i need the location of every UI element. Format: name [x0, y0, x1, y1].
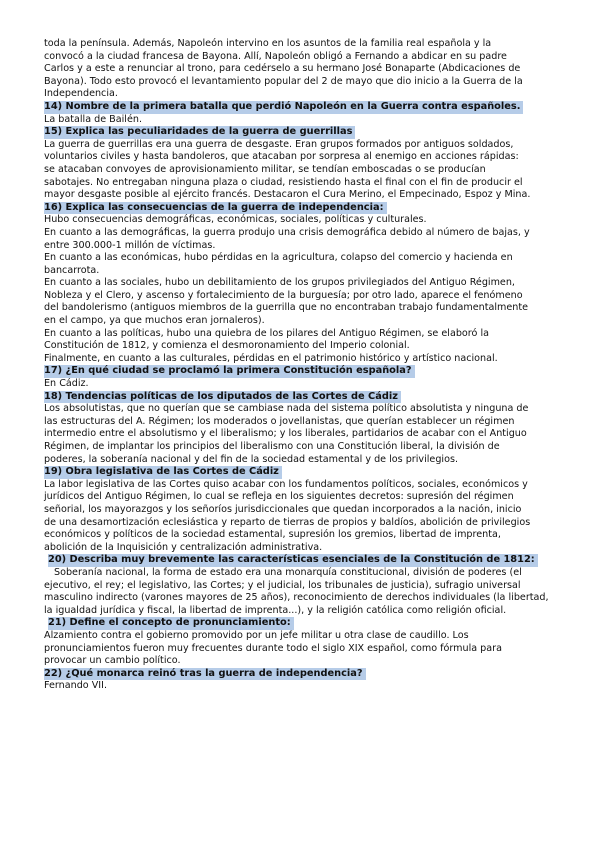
text-line: toda la península. Además, Napoleón intervino en los asuntos de la familia real española y la: [44, 38, 492, 49]
question-heading: 19) Obra legislativa de las Cortes de Cádiz: [44, 466, 282, 479]
answer-line: de una desamortización eclesiástica y reparto de tierras de propios y baldíos, abolición de privilegios: [44, 516, 531, 528]
section-q16: [44, 202, 564, 366]
answer-line: En cuanto a las políticas, hubo una quiebra de los pilares del Antiguo Régimen, se elaboró la: [44, 327, 489, 339]
section-q18: [44, 391, 564, 467]
answer-line: Hubo consecuencias demográficas, económicas, sociales, políticas y culturales.: [44, 214, 427, 226]
answer-line: sabotajes. No entregaban ninguna plaza o ciudad, resistiendo hasta el final con el fin de producir el: [44, 176, 523, 188]
answer-line: La guerra de guerrillas era una guerra de desgaste. Eran grupos formados por antiguos soldados,: [44, 138, 514, 150]
answer-line: en el campo, ya que muchos eran jornaleros).: [44, 315, 265, 327]
answer-line: Régimen, de implantar los principios del liberalismo con una Constitución liberal, la división de: [44, 441, 500, 452]
answer-line: Finalmente, en cuanto a las culturales, pérdidas en el patrimonio histórico y artístico nacional.: [44, 352, 498, 364]
question-heading: 22) ¿Qué monarca reinó tras la guerra de independencia?: [44, 668, 366, 681]
answer-line: ejecutivo, el rey; el legislativo, las Cortes; y el judicial, los tribunales de justicia), sufragio universal: [44, 579, 521, 591]
answer-line: pronunciamientos fueron muy frecuentes durante todo el siglo XIX español, como fórmula para: [44, 642, 502, 654]
answer-line: Fernando VII.: [44, 680, 107, 692]
section-q17: [44, 365, 564, 390]
section-q20: [44, 554, 564, 617]
section-q14: [44, 101, 564, 126]
question-heading: 16) Explica las consecuencias de la guerra de independencia:: [44, 202, 387, 215]
text-line: Carlos y a este a renunciar al trono, para cedérselo a su hermano José Bonaparte (Abdicaciones de: [44, 63, 521, 75]
answer-line: Nobleza y el Clero, y ascenso y fortalecimiento de la burguesía; por otro lado, aparece el fenómeno: [44, 289, 523, 301]
answer-line: del bandolerismo (antiguos miembros de la guerrilla que no encontraban trabajo fundamentalmente: [44, 302, 529, 314]
answer-line: la igualdad jurídica y fiscal, la libertad de imprenta...), y la religión católica como religión oficial.: [44, 604, 507, 616]
answer-line: En Cádiz.: [44, 378, 89, 390]
section-q15: [44, 126, 564, 202]
answer-line: intermedio entre el absolutismo y el liberalismo; y los liberales, partidarios de acabar con el Antiguo: [44, 428, 527, 440]
answer-line: mayor desgaste posible al ejército francés. Destacaron el Cura Merino, el Empecinado, Espoz y Mina.: [44, 189, 531, 201]
question-heading: 18) Tendencias políticas de los diputados de las Cortes de Cádiz: [44, 391, 401, 404]
answer-line: provocar un cambio político.: [44, 655, 181, 667]
answer-line: voluntarios civiles y hasta bandoleros, que atacaban por sorpresa al enemigo en acciones rápidas:: [44, 151, 519, 163]
answer-line: Soberanía nacional, la forma de estado era una monarquía constitucional, división de poderes (el: [54, 566, 522, 578]
answer-line: Los absolutistas, que no querían que se cambiase nada del sistema político absolutista y ninguna de: [44, 403, 529, 415]
answer-line: La batalla de Bailén.: [44, 113, 143, 125]
answer-line: bancarrota.: [44, 264, 100, 276]
question-heading: 17) ¿En qué ciudad se proclamó la primera Constitución española?: [44, 365, 415, 378]
text-line: Bayona). Todo esto provocó el levantamiento popular del 2 de mayo que dio inicio a la Guerra de la: [44, 75, 523, 87]
answer-line: La labor legislativa de las Cortes quiso acabar con los fundamentos políticos, sociales, económicos y: [44, 478, 528, 490]
answer-line: entre 300.000-1 millón de víctimas.: [44, 239, 216, 251]
answer-line: abolición de la Inquisición y centralización administrativa.: [44, 541, 323, 553]
question-heading: 14) Nombre de la primera batalla que perdió Napoleón en la Guerra contra españoles.: [44, 101, 523, 114]
question-heading: 21) Define el concepto de pronunciamiento:: [48, 617, 294, 630]
answer-line: jurídicos del Antiguo Régimen, lo cual se refleja en los siguientes decretos: supresión del régimen: [44, 491, 514, 503]
text-line: Independencia.: [44, 88, 118, 100]
section-q21: [44, 617, 564, 667]
section-q19: [44, 466, 564, 554]
answer-line: poderes, la soberanía nacional y del fin de la sociedad estamental y de los privilegios.: [44, 453, 459, 465]
section-q22: [44, 668, 564, 693]
answer-line: masculino indirecto (varones mayores de 25 años), reconocimiento de derechos individuales (la libertad,: [44, 592, 549, 604]
answer-line: Constitución de 1812, y comienza el desmoronamiento del Imperio colonial.: [44, 340, 410, 352]
intro-paragraph: [44, 38, 564, 101]
answer-line: En cuanto a las económicas, hubo pérdidas en la agricultura, colapso del comercio y hacienda en: [44, 252, 513, 264]
question-heading: 20) Describa muy brevemente las características esenciales de la Constitución de 1812:: [48, 554, 538, 567]
answer-line: señorial, los mayorazgos y los señoríos jurisdiccionales que quedan incorporados a la nación, inicio: [44, 503, 522, 515]
answer-line: económicos y políticos de la sociedad estamental, supresión los gremios, libertad de imprenta,: [44, 529, 501, 541]
answer-line: se atacaban convoyes de aprovisionamiento militar, se tendían emboscadas o se producían: [44, 163, 486, 175]
answer-line: las estructuras del A. Régimen; los moderados o jovellanistas, que querían establecer un régimen: [44, 415, 515, 427]
answer-line: En cuanto a las sociales, hubo un debilitamiento de los grupos privilegiados del Antiguo Régimen,: [44, 277, 515, 289]
answer-line: Alzamiento contra el gobierno promovido por un jefe militar u otra clase de caudillo. Los: [44, 629, 469, 641]
answer-line: En cuanto a las demográficas, la guerra produjo una crisis demográfica debido al número de bajas, y: [44, 226, 530, 238]
text-line: convocó a la ciudad francesa de Bayona. Allí, Napoleón obligó a Fernando a abdicar en su padre: [44, 50, 507, 62]
question-heading: 15) Explica las peculiaridades de la guerra de guerrillas: [44, 126, 355, 139]
